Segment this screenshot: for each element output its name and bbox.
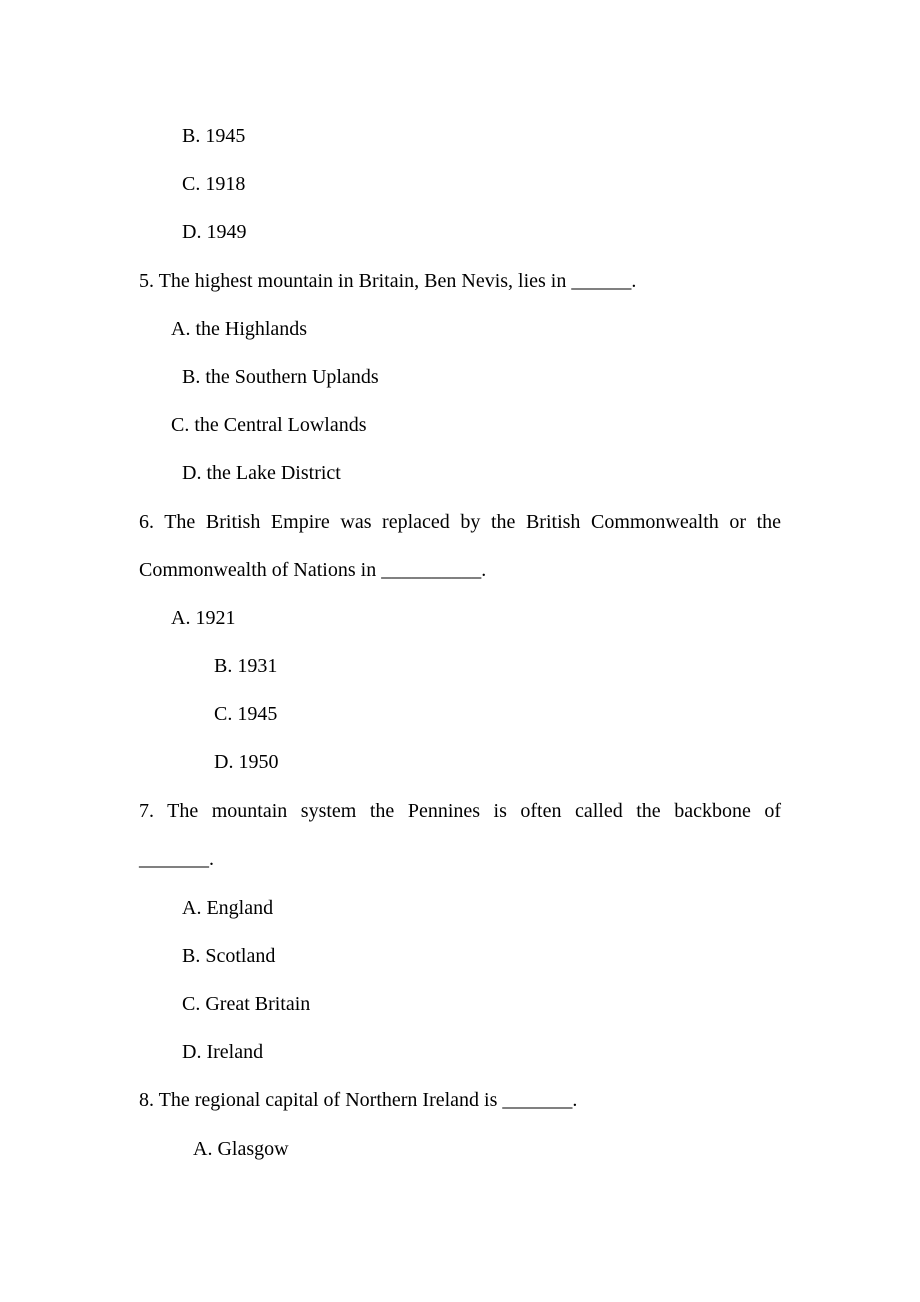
option-q7-a: A. England xyxy=(182,897,274,919)
option-q6-b: B. 1931 xyxy=(214,655,278,677)
question-7-stem-line-2: _______. xyxy=(139,848,214,870)
question-8-stem: 8. The regional capital of Northern Ireland is _______. xyxy=(139,1089,578,1111)
option-q7-d: D. Ireland xyxy=(182,1041,264,1063)
question-7-stem-line-1: 7. The mountain system the Pennines is often called the backbone of xyxy=(139,800,781,822)
option-q5-b: B. the Southern Uplands xyxy=(182,366,379,388)
option-q4-b: B. 1945 xyxy=(182,125,246,147)
option-q7-c: C. Great Britain xyxy=(182,993,311,1015)
question-5-stem: 5. The highest mountain in Britain, Ben Nevis, lies in ______. xyxy=(139,270,637,292)
option-q5-d: D. the Lake District xyxy=(182,462,341,484)
question-6-stem-line-1: 6. The British Empire was replaced by the British Commonwealth or the xyxy=(139,511,781,533)
option-q7-b: B. Scotland xyxy=(182,945,276,967)
option-q6-a: A. 1921 xyxy=(171,607,236,629)
question-6-stem-line-2: Commonwealth of Nations in __________. xyxy=(139,559,487,581)
option-q6-d: D. 1950 xyxy=(214,751,279,773)
option-q4-d: D. 1949 xyxy=(182,221,247,243)
option-q5-a: A. the Highlands xyxy=(171,318,308,340)
option-q8-a: A. Glasgow xyxy=(193,1138,289,1160)
option-q4-c: C. 1918 xyxy=(182,173,246,195)
option-q5-c: C. the Central Lowlands xyxy=(171,414,367,436)
option-q6-c: C. 1945 xyxy=(214,703,278,725)
